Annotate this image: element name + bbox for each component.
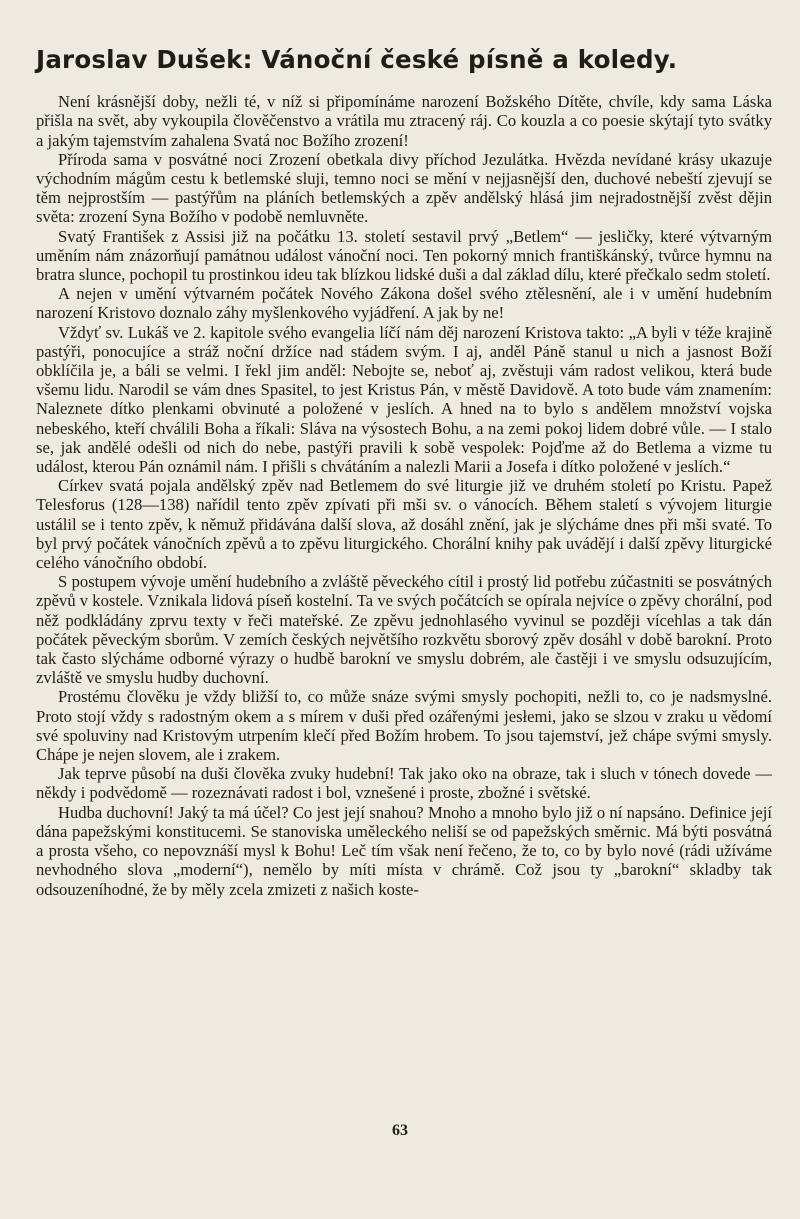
paragraph: Prostému člověku je vždy bližší to, co může snáze svými smysly pochopiti, nežli to, co je nadsmyslné. Proto stojí vždy s radostným okem a s mírem v duši před ozářenými jesłemi, jako se slzou v zraku u vědomí své spoluviny nad Kristovým utrpením klečí před Božím hrobem. To jsou tajemství, jež chápe svými smysly. Chápe je nejen slovem, ale i zrakem. (36, 687, 772, 765)
paragraph: S postupem vývoje umění hudebního a zvláště pěveckého cítil i prostý lid potřebu zúčastniti se posvátných zpěvů v kostele. Vznikala lidová píseň kostelní. Ta ve svých počátcích se opírala nejvíce o zpěvy chorální, pod něž podkládány zprvu texty v řeči mateřské. Ze zpěvu jednohlasého vyvinul se později vícehlas a tak dán počátek pěveckým sborům. V zemích českých největšího rozkvětu sborový zpěv dosáhl v době barokní. Proto tak často slýcháme odborné výrazy o hudbě barokní ve smyslu dobrém, ale častěji i ve smyslu odsuzujícím, zvláště ve smyslu hudby duchovní. (36, 572, 772, 688)
article-body (36, 92, 772, 899)
paragraph: A nejen v umění výtvarném počátek Nového Zákona došel svého ztělesnění, ale i v umění hudebním narození Kristovo doznalo záhy myšlenkového vyjádření. A jak by ne! (36, 284, 772, 323)
paragraph: Není krásnější doby, nežli té, v níž si připomínáme narození Božského Dítěte, chvíle, kdy sama Láska přišla na svět, aby vykoupila člověčenstvo a vrátila mu ztracený ráj. Co kouzla a co poesie skýtají tyto svátky a jakým tajemstvím zahalena Svatá noc Božího zrození! (36, 92, 772, 150)
article-title: Jaroslav Dušek: Vánoční české písně a koledy. (36, 45, 678, 74)
paragraph: Svatý František z Assisi již na počátku 13. století sestavil prvý „Betlem“ — jesličky, které výtvarným uměním nám znázorňují památnou událost vánoční noci. Ten pokorný mnich františkánský, tvůrce hymnu na bratra slunce, pochopil tu prostinkou ideu tak blízkou lidské duši a dal základ dílu, které přečkalo sedm století. (36, 226, 772, 284)
paragraph: Vždyť sv. Lukáš ve 2. kapitole svého evangelia líčí nám děj narození Kristova takto: „A byli v téže krajině pastýři, ponocujíce a stráž noční držíce nad stádem svým. I aj, anděl Páně stanul u nich a jasnost Boží obklíčila je, a báli se velmi. I řekl jim anděl: Nebojte se, neboť aj, zvěstuji vám radost velikou, která bude všemu lidu. Narodil se vám dnes Spasitel, to jest Kristus Pán, v městě Davidově. A toto bude vám znamením: Naleznete dítko plenkami obvinuté a položené v jeslích. A hned na to bylo s andělem množství vojska nebeského, kteří chválili Boha a říkali: Sláva na výsostech Bohu, a na zemi pokoj lidem dobré vůle. — I stalo se, jak andělé odešli od nich do nebe, pastýři pravili k sobě vespolek: Pojďme až do Betlema a vizme tu událost, kterou Pán oznámil nám. I přišli s chvátáním a nalezli Marii a Josefa i dítko položené v jeslích.“ (36, 322, 772, 477)
paragraph: Hudba duchovní! Jaký ta má účel? Co jest její snahou? Mnoho a mnoho bylo již o ní napsáno. Definice její dána papežskými konstitucemi. Se stanoviska uměleckého neliší se od papežských směrnic. Má býti posvátná a prosta všeho, co nepovznáší mysl k Bohu! Leč tím však není řečeno, že to, co by bylo nové (rádi užíváme nevhodného slova „moderní“), nemělo by míti místa v chrámě. Což jsou ty „barokní“ skladby tak odsouzeníhodné, že by měly zcela zmizeti z našich koste- (36, 802, 772, 899)
paragraph: Jak teprve působí na duši člověka zvuky hudební! Tak jako oko na obraze, tak i sluch v tónech dovede — někdy i podvědomě — rozeznávati radost i bol, vznešené i proste, zbožné i světské. (36, 764, 772, 803)
paragraph: Příroda sama v posvátné noci Zrození obetkala divy příchod Jezulátka. Hvězda nevídané krásy ukazuje východním mágům cestu k betlemské sluji, temno noci se mění v nejjasnější den, duchové nebeští zjevují se těm nejprostším — pastýřům na pláních betlemských a zpěv andělský hlásá jim nejradostnější zvěst dějin světa: zrození Syna Božího v podobě nemluvněte. (36, 149, 772, 227)
page-number: 63 (392, 1122, 408, 1139)
paragraph: Církev svatá pojala andělský zpěv nad Betlemem do své liturgie již ve druhém století po Kristu. Papež Telesforus (128—138) nařídil tento zpěv zpívati při mši sv. o vánocích. Během staletí s vývojem liturgie ustálil se i tento zpěv, k němuž přidávána další slova, až dosáhl znění, jak je slýcháme dnes při mši svaté. To byl prvý počátek vánočních zpěvů a to zpěvu liturgického. Chorální knihy pak uvádějí i další zpěvy liturgické celého vánočního období. (36, 476, 772, 573)
